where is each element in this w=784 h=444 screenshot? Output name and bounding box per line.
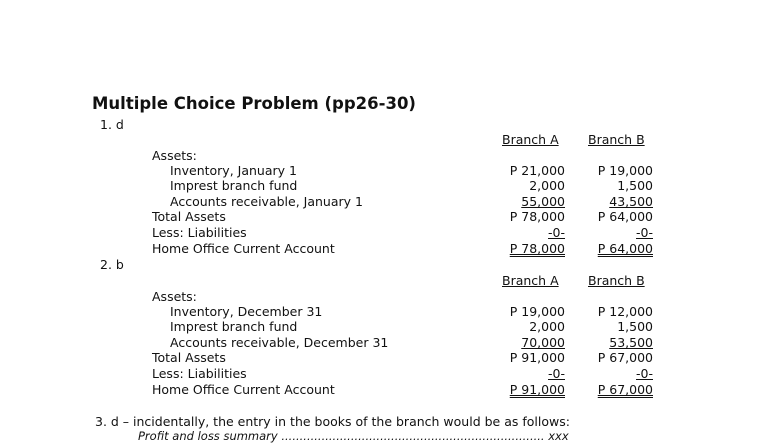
branch-b-value: 53,500 xyxy=(609,335,653,350)
branch-b-value: -0- xyxy=(636,225,653,240)
row-label: Total Assets xyxy=(152,209,226,224)
row-label: Imprest branch fund xyxy=(170,319,298,334)
branch-b-value: 1,500 xyxy=(617,319,653,334)
branch-b-value: P 12,000 xyxy=(597,304,653,319)
column-header-branch-a: Branch A xyxy=(502,273,559,288)
column-header-branch-b: Branch B xyxy=(588,132,645,147)
row-label: Total Assets xyxy=(152,350,226,365)
journal-entry-line: Profit and loss summary ........................................................................ xxx xyxy=(138,429,569,443)
branch-b-value: 1,500 xyxy=(617,178,653,193)
branch-a-value: P 91,000 xyxy=(509,382,565,397)
row-label: Inventory, January 1 xyxy=(170,163,297,178)
column-header-branch-b: Branch B xyxy=(588,273,645,288)
branch-a-value: P 19,000 xyxy=(509,304,565,319)
branch-b-value: P 19,000 xyxy=(597,163,653,178)
branch-b-value: -0- xyxy=(636,366,653,381)
assets-label: Assets: xyxy=(152,148,197,163)
branch-b-value: P 64,000 xyxy=(597,209,653,224)
row-label: Less: Liabilities xyxy=(152,366,247,381)
row-label: Home Office Current Account xyxy=(152,382,335,397)
branch-a-value: -0- xyxy=(548,366,565,381)
column-header-branch-a: Branch A xyxy=(502,132,559,147)
branch-a-value: P 21,000 xyxy=(509,163,565,178)
branch-a-value: 2,000 xyxy=(529,319,565,334)
row-label: Inventory, December 31 xyxy=(170,304,323,319)
branch-a-value: 2,000 xyxy=(529,178,565,193)
item-3-text: 3. d – incidentally, the entry in the books of the branch would be as follows: xyxy=(95,414,570,429)
branch-a-value: -0- xyxy=(548,225,565,240)
branch-b-value: P 67,000 xyxy=(597,350,653,365)
row-label: Imprest branch fund xyxy=(170,178,298,193)
item-number: 1. d xyxy=(100,117,124,132)
row-label: Accounts receivable, December 31 xyxy=(170,335,389,350)
branch-a-value: 70,000 xyxy=(521,335,565,350)
branch-a-value: P 78,000 xyxy=(509,209,565,224)
row-label: Home Office Current Account xyxy=(152,241,335,256)
branch-a-value: P 91,000 xyxy=(509,350,565,365)
page-title: Multiple Choice Problem (pp26-30) xyxy=(92,94,416,113)
row-label: Accounts receivable, January 1 xyxy=(170,194,363,209)
assets-label: Assets: xyxy=(152,289,197,304)
branch-b-value: P 67,000 xyxy=(597,382,653,397)
branch-a-value: P 78,000 xyxy=(509,241,565,256)
branch-b-value: P 64,000 xyxy=(597,241,653,256)
branch-a-value: 55,000 xyxy=(521,194,565,209)
branch-b-value: 43,500 xyxy=(609,194,653,209)
item-number: 2. b xyxy=(100,257,124,272)
row-label: Less: Liabilities xyxy=(152,225,247,240)
